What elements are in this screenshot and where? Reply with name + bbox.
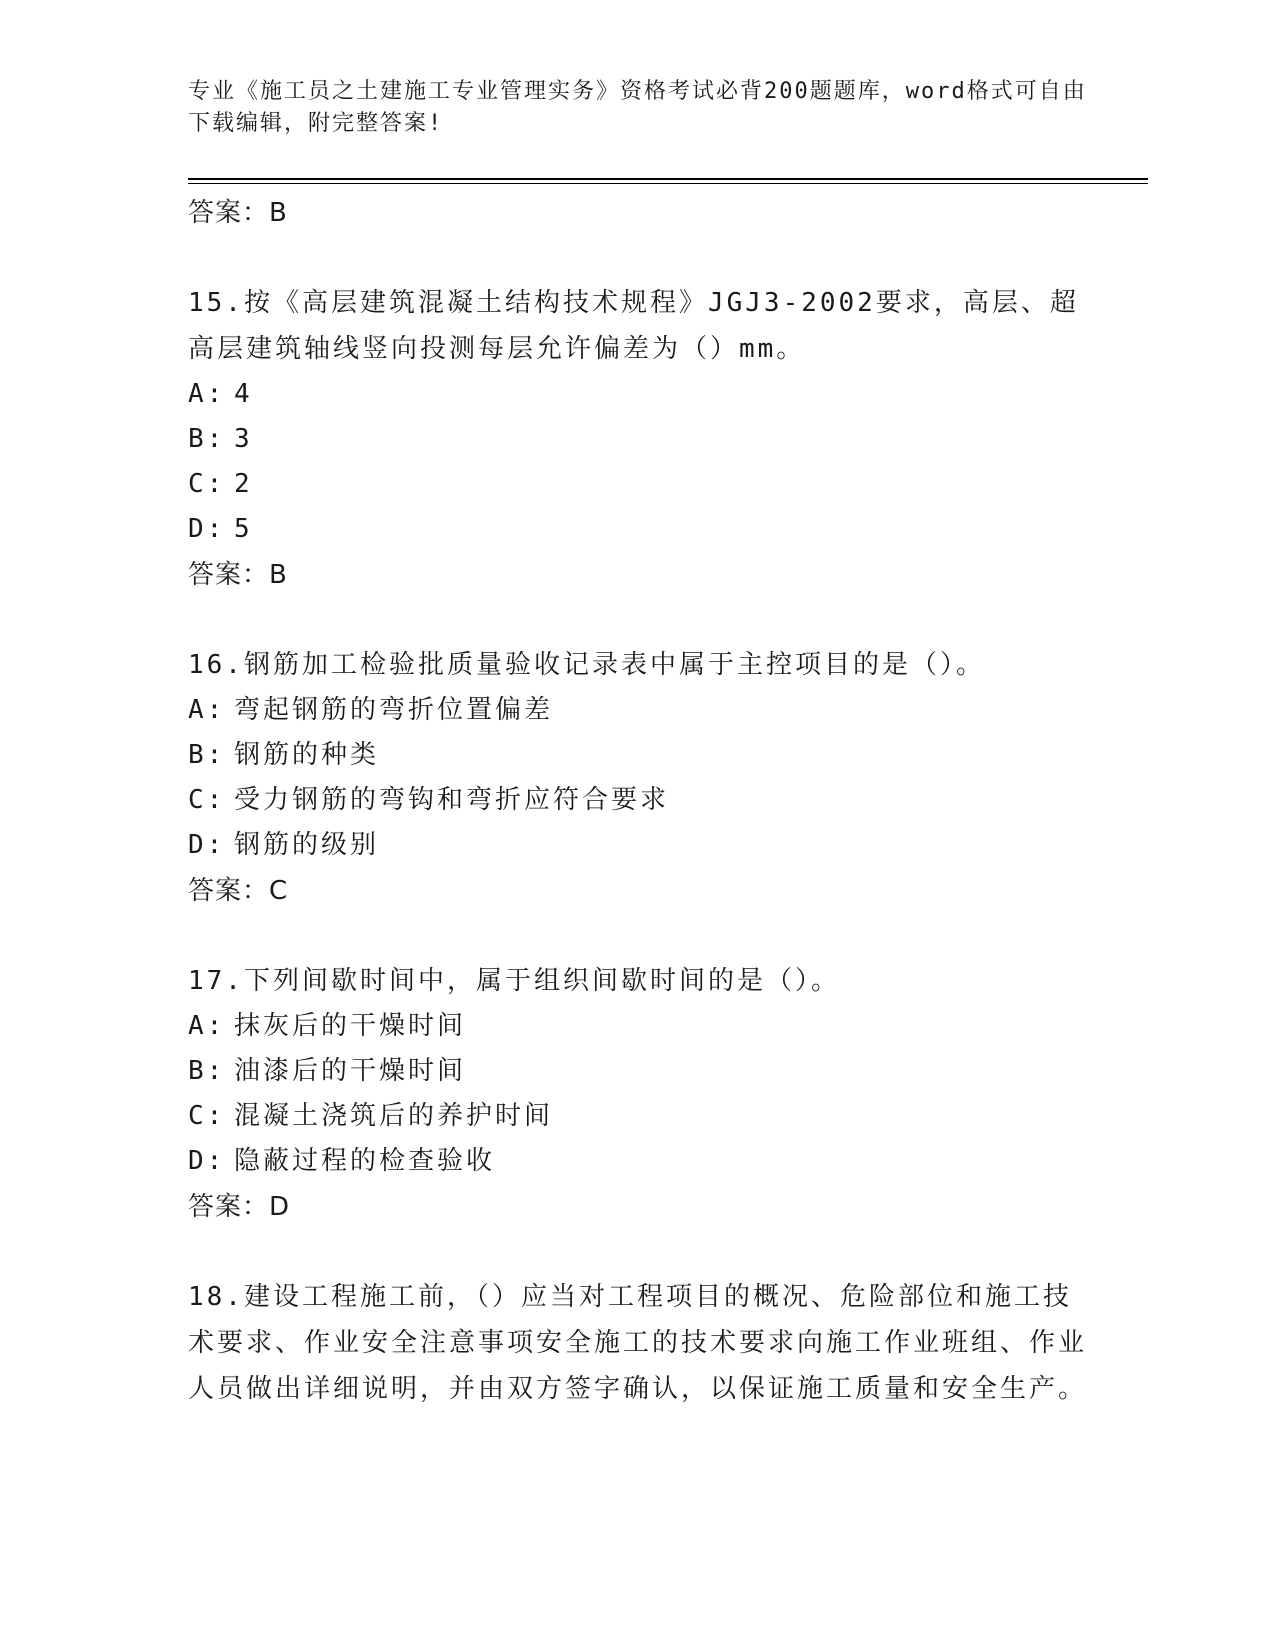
question-15 [188,280,1088,598]
option-text: 5 [234,514,253,544]
option-letter: D: [188,1146,226,1176]
option-text: 3 [234,424,253,454]
option-b [188,417,1088,462]
answer-line: 答案：D [188,1192,291,1222]
answer-line: 答案：B [188,560,288,590]
document-body [188,190,1088,1412]
option-a [188,688,1088,733]
option-text: 隐蔽过程的检查验收 [234,1146,496,1176]
option-d [188,823,1088,868]
option-letter: B: [188,424,226,454]
option-text: 抹灰后的干燥时间 [234,1011,467,1041]
option-c [188,1094,1088,1139]
option-text: 受力钢筋的弯钩和弯折应符合要求 [234,785,670,815]
question-16 [188,642,1088,914]
option-letter: A: [188,695,226,725]
option-text: 钢筋的种类 [234,740,380,770]
question-text: 15.按《高层建筑混凝土结构技术规程》JGJ3-2002要求，高层、超高层建筑轴线竖向投测每层允许偏差为（）mm。 [188,288,1079,364]
option-text: 油漆后的干燥时间 [234,1056,467,1086]
option-b [188,1049,1088,1094]
option-text: 钢筋的级别 [234,830,380,860]
header-divider-thick [188,178,1148,180]
question-17 [188,958,1088,1230]
question-text: 16.钢筋加工检验批质量验收记录表中属于主控项目的是（）。 [188,650,985,680]
option-d [188,507,1088,552]
question-text: 17.下列间歇时间中，属于组织间歇时间的是（）。 [188,966,840,996]
option-letter: D: [188,830,226,860]
option-c [188,462,1088,507]
question-text: 18.建设工程施工前，（）应当对工程项目的概况、危险部位和施工技术要求、作业安全注意事项安全施工的技术要求向施工作业班组、作业人员做出详细说明，并由双方签字确认，以保证施工质量和安全生产。 [188,1282,1088,1404]
header-divider-thin [188,183,1148,184]
option-letter: D: [188,514,226,544]
option-letter: B: [188,740,226,770]
document-header: 专业《施工员之土建施工专业管理实务》资格考试必背200题题库，word格式可自由下载编辑，附完整答案! [188,79,1087,136]
option-letter: A: [188,1011,226,1041]
option-a [188,1004,1088,1049]
option-letter: B: [188,1056,226,1086]
option-a [188,372,1088,417]
option-letter: C: [188,469,226,499]
option-text: 混凝土浇筑后的养护时间 [234,1101,554,1131]
option-text: 2 [234,469,253,499]
answer-line: 答案：B [188,198,288,228]
question-18 [188,1274,1088,1412]
option-letter: C: [188,1101,226,1131]
option-text: 弯起钢筋的弯折位置偏差 [234,695,554,725]
answer-line: 答案：C [188,876,289,906]
option-d [188,1139,1088,1184]
option-b [188,733,1088,778]
option-c [188,778,1088,823]
option-text: 4 [234,379,253,409]
option-letter: A: [188,379,226,409]
option-letter: C: [188,785,226,815]
